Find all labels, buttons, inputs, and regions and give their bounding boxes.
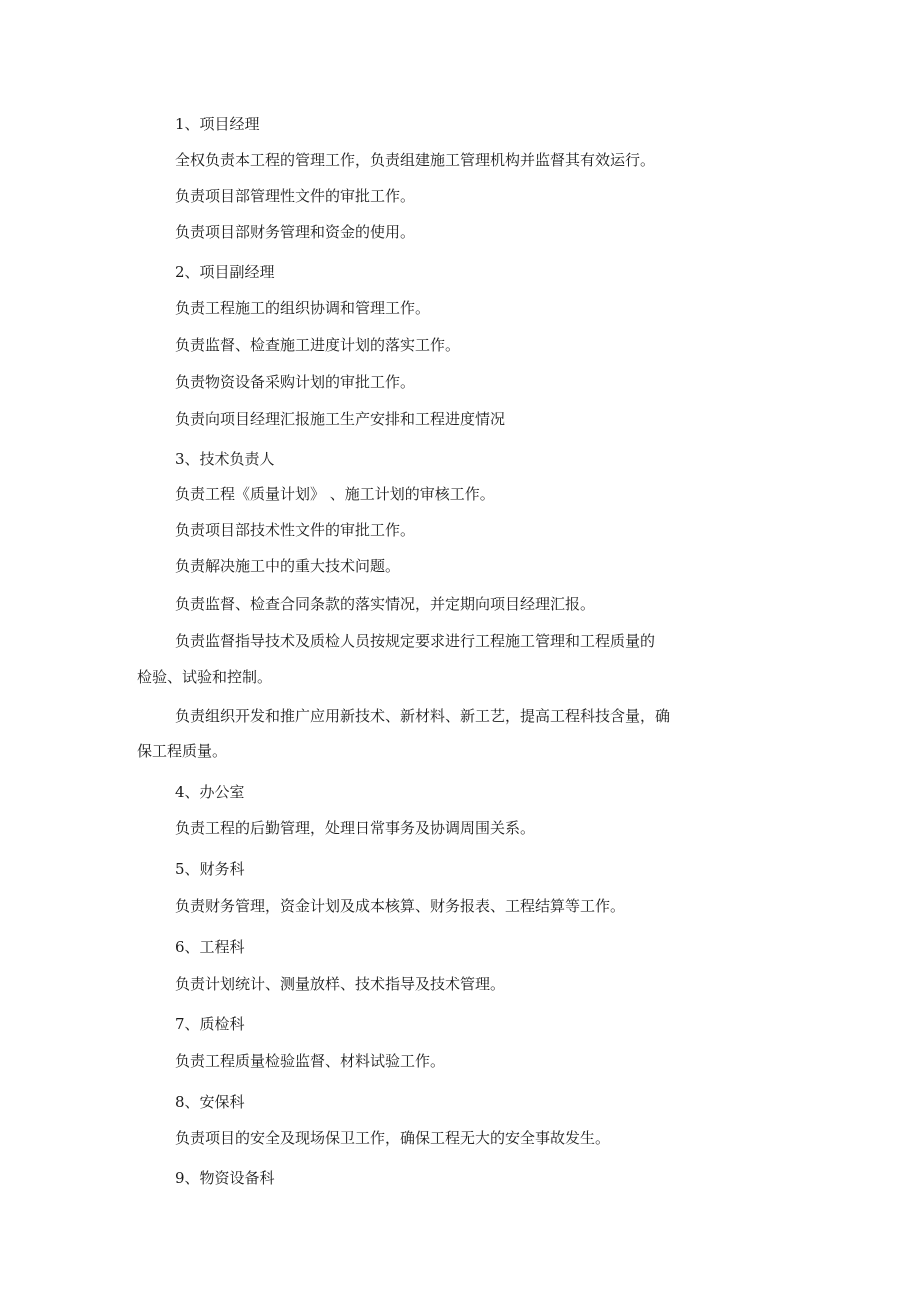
paragraph: 负责计划统计、测量放样、技术指导及技术管理。 [175, 975, 506, 993]
paragraph: 负责监督、检查合同条款的落实情况，并定期向项目经理汇报。 [175, 595, 596, 613]
heading-deputy-manager: 2、项目副经理 [175, 263, 275, 281]
heading-technical-lead: 3、技术负责人 [175, 450, 275, 468]
paragraph: 负责向项目经理汇报施工生产安排和工程进度情况 [175, 410, 506, 428]
paragraph: 负责监督、检查施工进度计划的落实工作。 [175, 336, 461, 354]
paragraph: 全权负责本工程的管理工作，负责组建施工管理机构并监督其有效运行。 [175, 151, 656, 169]
paragraph: 负责物资设备采购计划的审批工作。 [175, 373, 416, 391]
paragraph: 负责财务管理，资金计划及成本核算、财务报表、工程结算等工作。 [175, 897, 626, 915]
paragraph: 负责监督指导技术及质检人员按规定要求进行工程施工管理和工程质量的 [175, 632, 656, 650]
paragraph: 负责工程的后勤管理，处理日常事务及协调周围关系。 [175, 819, 536, 837]
paragraph: 负责项目的安全及现场保卫工作，确保工程无大的安全事故发生。 [175, 1129, 611, 1147]
paragraph: 负责工程《质量计划》 、施工计划的审核工作。 [175, 485, 495, 503]
heading-project-manager: 1、项目经理 [175, 115, 260, 133]
heading-security: 8、安保科 [175, 1093, 245, 1111]
paragraph: 负责工程施工的组织协调和管理工作。 [175, 299, 431, 317]
paragraph: 负责项目部财务管理和资金的使用。 [175, 223, 416, 241]
heading-materials-equipment: 9、物资设备科 [175, 1169, 275, 1187]
heading-quality: 7、质检科 [175, 1015, 245, 1033]
heading-engineering: 6、工程科 [175, 938, 245, 956]
paragraph: 负责解决施工中的重大技术问题。 [175, 557, 401, 575]
paragraph-continuation: 保工程质量。 [137, 742, 228, 760]
heading-finance: 5、财务科 [175, 860, 245, 878]
paragraph-continuation: 检验、试验和控制。 [137, 668, 273, 686]
paragraph: 负责项目部管理性文件的审批工作。 [175, 187, 416, 205]
paragraph: 负责组织开发和推广应用新技术、新材料、新工艺，提高工程科技含量，确 [175, 707, 671, 725]
paragraph: 负责项目部技术性文件的审批工作。 [175, 521, 416, 539]
heading-office: 4、办公室 [175, 783, 245, 801]
paragraph: 负责工程质量检验监督、材料试验工作。 [175, 1052, 446, 1070]
